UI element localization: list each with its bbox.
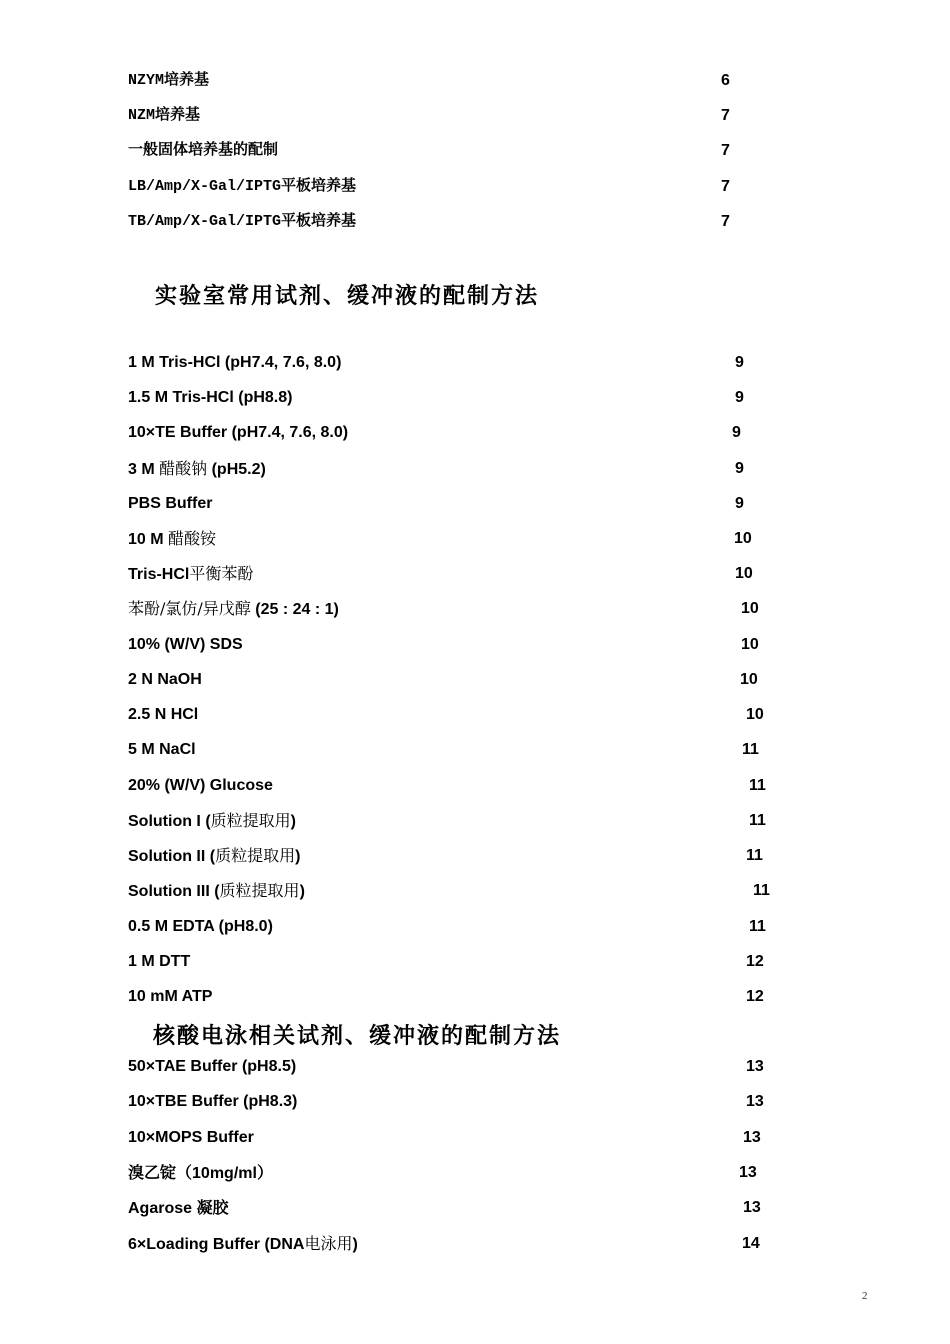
entry-text-part: ) [352,1236,358,1253]
toc-top-entry[interactable] [128,139,761,163]
toc-section1-entry[interactable] [128,457,775,481]
toc-section1-entry-title [128,386,292,410]
entry-text-part: ) [299,883,305,900]
toc-section1-entry[interactable] [128,351,775,375]
entry-text-part: 20% (W/V) Glucose [128,777,273,794]
toc-section2-entry[interactable] [128,1055,786,1079]
toc-section1-entry-title [128,915,273,939]
toc-section1-entry-page-number: 11 [749,812,766,829]
toc-section2-entry-page-number: 13 [743,1199,761,1216]
toc-top-entry-title: NZYM培养基 [128,72,210,89]
entry-text-part: 10% (W/V) SDS [128,636,243,653]
entry-text-part: 10mg/ml [192,1165,257,1182]
toc-section1-entry-page-number: 11 [742,741,759,758]
toc-section1-entry-title [128,597,339,622]
toc-top-entry[interactable] [128,104,761,128]
toc-section1-entry-page-number: 9 [735,389,744,406]
toc-section2-entry-title [128,1232,358,1257]
entry-text-part: 醋酸铵 [168,529,217,548]
toc-section1-entry-page-number: 9 [732,424,741,441]
section-title-electrophoresis: 核酸电泳相关试剂、缓冲液的配制方法 [153,1023,562,1049]
entry-text-part: 1.5 M Tris-HCl (pH8.8) [128,389,293,406]
entry-text-part: 质粒提取用 [215,846,296,865]
toc-top-entry-page-number: 6 [721,72,730,89]
toc-section1-entry-page-number: 11 [749,918,766,935]
toc-section2-entry-title [128,1161,273,1186]
toc-top-entry[interactable] [128,69,761,93]
entry-text-part: 5 M NaCl [128,741,196,758]
toc-section2-entry-title [128,1196,228,1221]
section-title-common-reagents: 实验室常用试剂、缓冲液的配制方法 [155,283,540,309]
toc-section1-entry-page-number: 10 [740,671,758,688]
toc-top-entry[interactable] [128,210,761,234]
toc-section1-entry-title [128,844,300,869]
toc-section1-entry[interactable] [128,527,774,551]
entry-text-part: 1 M DTT [128,953,191,970]
toc-section1-entry[interactable] [128,668,780,692]
entry-text-part: 3 M [128,461,160,478]
entry-text-part: Solution II ( [128,848,216,865]
entry-text-part: ） [256,1163,273,1182]
toc-section1-entry[interactable] [128,633,781,657]
toc-section1-entry[interactable] [128,492,775,516]
toc-section2-entry[interactable] [128,1090,786,1114]
toc-section2-entry-page-number: 13 [746,1058,764,1075]
toc-section1-entry[interactable] [128,421,772,445]
toc-section2-entry-title [128,1055,296,1079]
toc-top-entry-title: 一般固体培养基的配制 [128,142,279,159]
toc-section1-entry-title [128,562,253,587]
entry-text-part: 苯酚/氯仿/异戊醇 [128,599,251,618]
entry-text-part: ) [290,813,296,830]
toc-section1-entry-page-number: 11 [749,777,766,794]
toc-top-entry-page-number: 7 [721,107,730,124]
page-number: 2 [862,1290,868,1302]
toc-section1-entry[interactable] [128,950,786,974]
toc-section1-entry-page-number: 12 [746,988,764,1005]
entry-text-part: Solution I ( [128,813,211,830]
toc-section1-entry-page-number: 10 [741,600,759,617]
toc-section1-entry[interactable] [128,562,775,586]
toc-section1-entry[interactable] [128,985,786,1009]
toc-section1-entry[interactable] [128,915,789,939]
toc-section1-entry-page-number: 10 [734,530,752,547]
entry-text-part: 10×TBE Buffer (pH8.3) [128,1093,298,1110]
toc-section2-entry[interactable] [128,1196,783,1220]
entry-text-part: 6×Loading Buffer (DNA [128,1236,305,1253]
entry-text-part: 1 M Tris-HCl (pH7.4, 7.6, 8.0) [128,354,342,371]
entry-text-part: (25 : 24 : 1) [250,601,339,618]
toc-section1-entry[interactable] [128,703,786,727]
toc-top-entry-page-number: 7 [721,178,730,195]
toc-section1-entry-title [128,809,296,834]
toc-section1-entry-title [128,879,305,904]
entry-text-part: 10×MOPS Buffer [128,1129,254,1146]
toc-section1-entry-title [128,985,212,1009]
toc-section2-entry[interactable] [128,1232,782,1256]
toc-section1-entry-title [128,492,212,516]
entry-text-part: 10×TE Buffer (pH7.4, 7.6, 8.0) [128,424,349,441]
entry-text-part: Tris-HCl [128,566,190,583]
entry-text-part: 质粒提取用 [219,881,300,900]
toc-top-entry[interactable] [128,175,761,199]
toc-section2-entry-title [128,1126,254,1150]
toc-section1-entry-page-number: 11 [753,882,770,899]
toc-section1-entry-title [128,668,202,692]
toc-section1-entry-page-number: 11 [746,847,763,864]
toc-section1-entry-page-number: 10 [746,706,764,723]
toc-section2-entry-page-number: 14 [742,1235,760,1252]
entry-text-part: 溴乙锭（ [128,1163,193,1182]
toc-section1-entry-title [128,703,198,727]
entry-text-part: 平衡苯酚 [189,564,254,583]
toc-section2-entry-page-number: 13 [743,1129,761,1146]
entry-text-part: 2 N NaOH [128,671,202,688]
entry-text-part: 醋酸钠 [159,459,208,478]
toc-section2-entry-title [128,1090,297,1114]
entry-text-part: ) [295,848,301,865]
entry-text-part: 电泳用 [304,1234,353,1253]
toc-section1-entry[interactable] [128,809,789,833]
toc-section1-entry-title [128,738,196,762]
toc-section1-entry-title [128,457,266,482]
toc-top-entry-title: LB/Amp/X-Gal/IPTG平板培养基 [128,178,357,195]
toc-section1-entry-page-number: 9 [735,495,744,512]
toc-section1-entry-page-number: 9 [735,354,744,371]
entry-text-part: 10 M [128,531,169,548]
toc-section1-entry-title [128,527,216,552]
toc-section1-entry-title [128,351,341,375]
entry-text-part: (pH5.2) [207,461,266,478]
toc-section1-entry[interactable] [128,844,786,868]
toc-top-entry-page-number: 7 [721,142,730,159]
entry-text-part: PBS Buffer [128,495,213,512]
toc-section2-entry-page-number: 13 [746,1093,764,1110]
toc-top-entry-title: TB/Amp/X-Gal/IPTG平板培养基 [128,213,357,230]
toc-section1-entry-page-number: 9 [735,460,744,477]
toc-top-entry-title: NZM培养基 [128,107,201,124]
toc-section1-entry-title [128,421,348,445]
toc-section1-entry-page-number: 12 [746,953,764,970]
entry-text-part: 质粒提取用 [210,811,291,830]
toc-section2-entry[interactable] [128,1161,779,1185]
entry-text-part: 凝胶 [196,1198,229,1217]
entry-text-part: 50×TAE Buffer (pH8.5) [128,1058,297,1075]
entry-text-part: 2.5 N HCl [128,706,199,723]
entry-text-part: 0.5 M EDTA (pH8.0) [128,918,273,935]
toc-top-entry-page-number: 7 [721,213,730,230]
entry-text-part: Agarose [128,1200,197,1217]
entry-text-part: 10 mM ATP [128,988,213,1005]
toc-section1-entry-page-number: 10 [735,565,753,582]
toc-section1-entry-title [128,950,190,974]
toc-section1-entry[interactable] [128,597,781,621]
toc-section1-entry[interactable] [128,738,782,762]
toc-section1-entry-page-number: 10 [741,636,759,653]
toc-section1-entry[interactable] [128,774,789,798]
toc-section2-entry-page-number: 13 [739,1164,757,1181]
toc-section2-entry[interactable] [128,1126,783,1150]
toc-section1-entry-title [128,774,273,798]
toc-section1-entry-title [128,633,243,657]
toc-section1-entry[interactable] [128,386,775,410]
toc-section1-entry[interactable] [128,879,793,903]
entry-text-part: Solution III ( [128,883,220,900]
